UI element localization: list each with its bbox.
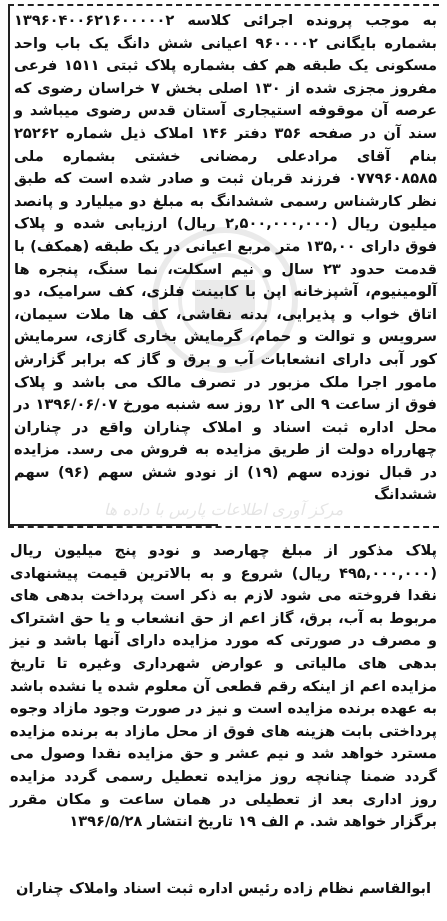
notice-signature: ابوالقاسم نظام زاده رئیس اداره ثبت اسناد واملاک چناران [15, 880, 431, 897]
section-dashed-divider [8, 526, 439, 528]
notice-paragraph-2: پلاک مذکور از مبلغ چهارصد و نودو پنج میلیون ریال (۴۹۵,۰۰۰,۰۰۰ ریال) شروع و به بالاترین قیمت پیشنهادی نقدا فروخته می شود لازم به ذکر است پرداخت بدهی های مربوط به آب، برق، گاز اعم از حق انشعاب و یا حق اشتراک و مصرف در صورتی که مورد مزایده دارای آنها باشد و نیز بدهی های مالیاتی و عوارض شهرداری وغیره تا تاریخ مزایده اعم از اینکه رقم قطعی آن معلوم شده یا نشده باشد به عهده برنده مزایده است و نیز در صورت وجود مازاد وجوه پرداختی بابت هزینه های فوق از محل مازاد به برنده مزایده مسترد خواهد شد و نیم عشر و حق مزایده نقدا وصول می گردد ضمنا چنانچه روز مزایده تعطیل رسمی گردد مزایده روز اداری بعد از تعطیلی در همان ساعت و مکان مقرر برگزار خواهد شد. م الف ۱۹ تاریخ انتشار ۱۳۹۶/۵/۲۸ [10, 542, 437, 831]
left-frame-rule [8, 4, 10, 524]
top-dashed-rule [8, 4, 439, 6]
watermark-text: مرکز آوری اطلاعات پارس با داده ها [103, 500, 344, 519]
notice-paragraph-1: به موجب پرونده اجرائی کلاسه ۱۳۹۶۰۴۰۰۶۲۱۶۰۰۰۰۰۲ بشماره بایگانی ۹۶۰۰۰۰۲ اعیانی شش دانگ یک باب واحد مسکونی یک طبقه هم کف بشماره پلاک ثبتی ۱۵۱۱ فرعی مفروز مجزی شده از ۱۳۰ اصلی بخش ۷ خراسان رضوی که عرصه آن موقوفه استیجاری آستان قدس رضوی میباشد و سند آن در صفحه ۳۵۶ دفتر ۱۴۶ املاک ذیل شماره ۲۵۲۶۲ بنام آقای مرادعلی رمضانی خشتی بشماره ملی ۰۷۷۹۶۰۸۵۸۵ فرزند قربان ثبت و صادر شده است که طبق نظر کارشناس رسمی ششدانگ به مبلغ دو میلیارد و پانصد میلیون ریال (۲,۵۰۰,۰۰۰,۰۰۰ ریال) ارزیابی شده و پلاک فوق دارای ۱۳۵,۰۰ متر مربع اعیانی در یک طبقه (همکف) با قدمت حدود ۲۳ سال و نیم اسکلت، نما سنگ، پنجره ها آلومینیوم، آشپزخانه اپن با کابینت فلزی، کف سرامیک، دو اتاق خواب و پذیرایی، بدنه نقاشی، کف ها ملات سیمان، سرویس و توالت و حمام، گرمایش بخاری گازی، سرمایش کور آبی دارای انشعابات آب و برق و گاز که برابر گزارش مامور اجرا ملک مزبور در تصرف مالک می باشد و پلاک فوق از ساعت ۹ الی ۱۲ روز سه شنبه مورخ ۱۳۹۶/۰۶/۰۷ در محل اداره ثبت اسناد و املاک چناران واقع در چناران چهارراه دولت از طریق مزایده به فروش می رسد. مزایده در قبال نوزده سهم (۱۹) از نودو شش سهم (۹۶) سهم ششدانگ [14, 12, 438, 504]
